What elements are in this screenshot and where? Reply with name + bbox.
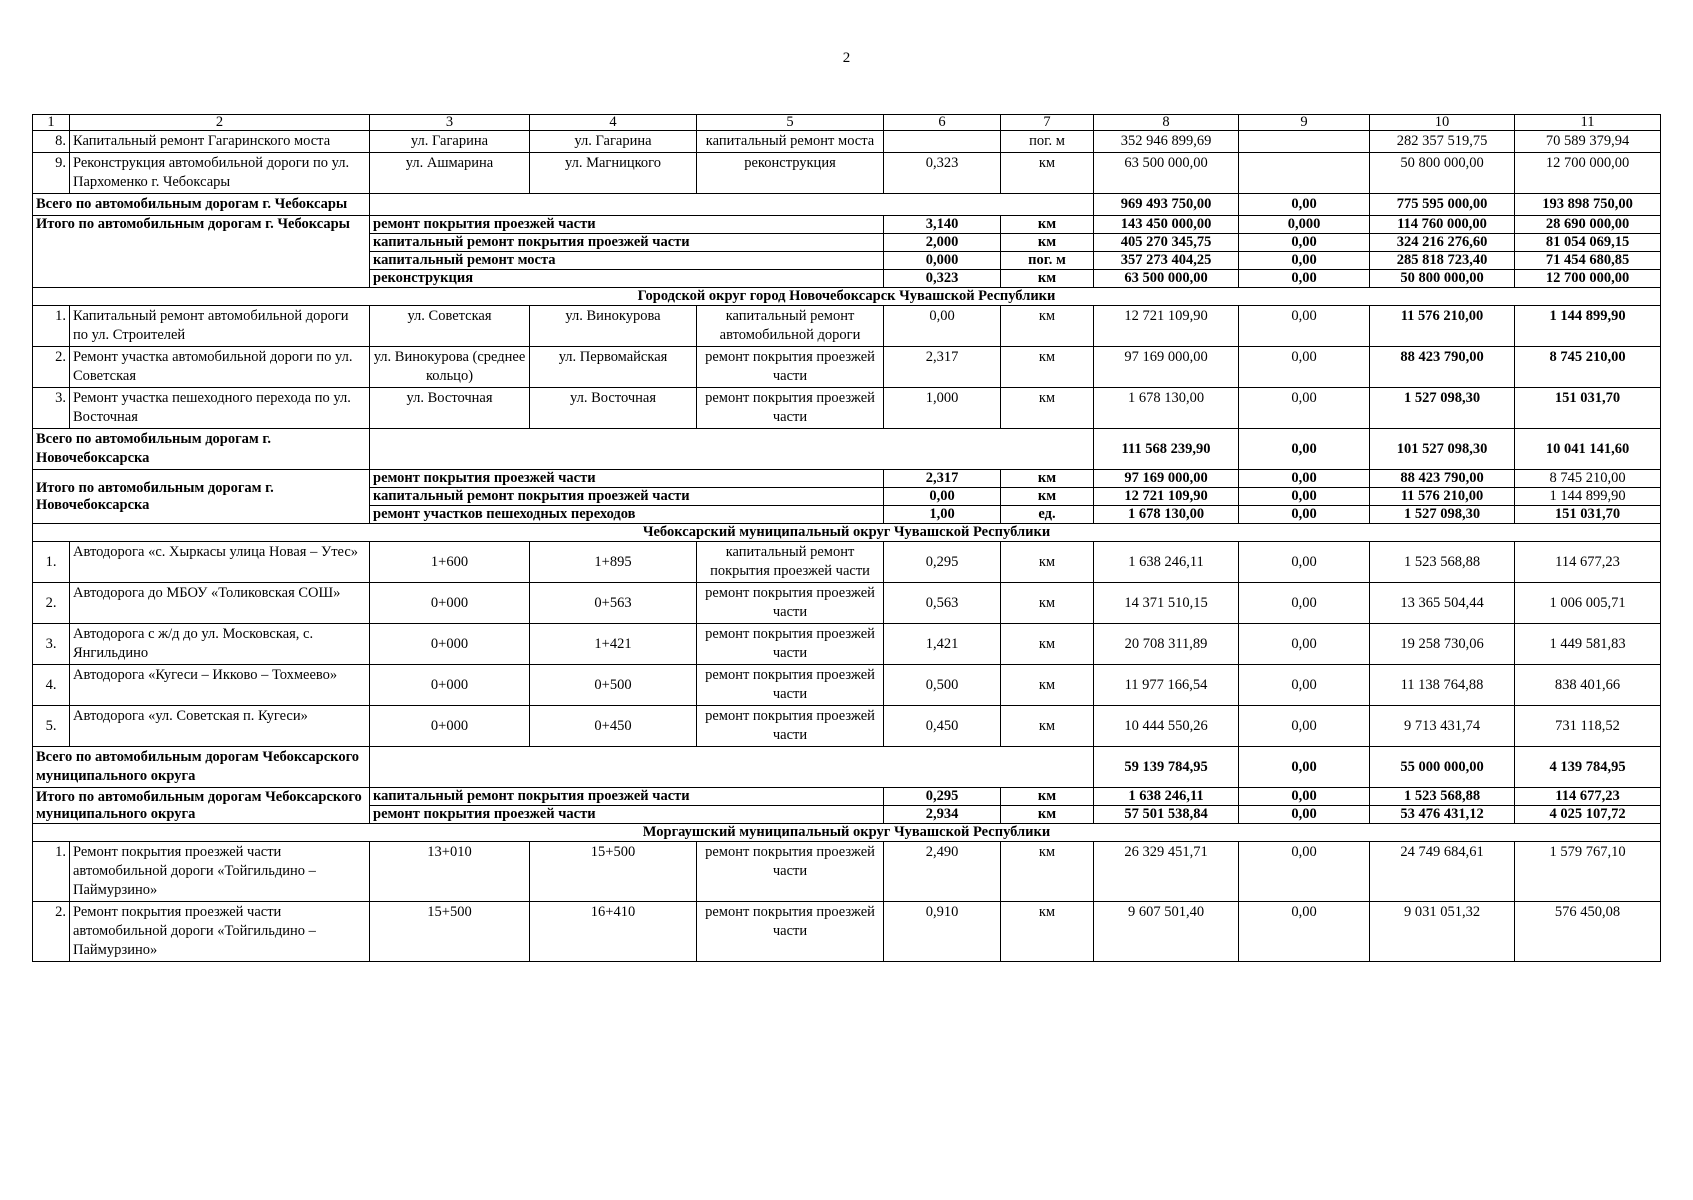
col-10: 88 423 790,00 — [1370, 470, 1515, 488]
unit: пог. м — [1001, 252, 1094, 270]
header-cell: 10 — [1370, 115, 1515, 131]
total-row — [33, 216, 1661, 234]
unit: км — [1001, 270, 1094, 288]
start-point: ул. Гагарина — [370, 131, 530, 153]
unit: км — [1001, 347, 1094, 388]
col-9: 0,00 — [1239, 488, 1370, 506]
unit: км — [1001, 470, 1094, 488]
col-11: 151 031,70 — [1515, 506, 1661, 524]
total-work-type: капитальный ремонт покрытия проезжей части — [370, 234, 884, 252]
total-cost: 1 678 130,00 — [1094, 388, 1239, 429]
total-cost: 57 501 538,84 — [1094, 806, 1239, 824]
total-work-type: капитальный ремонт покрытия проезжей части — [370, 488, 884, 506]
col-10: 282 357 519,75 — [1370, 131, 1515, 153]
header-cell: 8 — [1094, 115, 1239, 131]
row-number: 1. — [33, 306, 70, 347]
subtotal-row — [33, 429, 1661, 470]
col-9: 0,00 — [1239, 252, 1370, 270]
work-type: ремонт покрытия проезжей части — [697, 902, 884, 962]
length: 0,500 — [884, 665, 1001, 706]
col-10: 9 031 051,32 — [1370, 902, 1515, 962]
total-cost: 9 607 501,40 — [1094, 902, 1239, 962]
length: 0,000 — [884, 252, 1001, 270]
subtotal-blank — [370, 194, 1094, 216]
col-10: 1 527 098,30 — [1370, 388, 1515, 429]
unit: пог. м — [1001, 131, 1094, 153]
total-cost: 12 721 109,90 — [1094, 488, 1239, 506]
length: 0,295 — [884, 788, 1001, 806]
total-cost: 97 169 000,00 — [1094, 470, 1239, 488]
unit: км — [1001, 806, 1094, 824]
unit: км — [1001, 234, 1094, 252]
start-point: 1+600 — [370, 542, 530, 583]
total-cost: 12 721 109,90 — [1094, 306, 1239, 347]
work-type: ремонт покрытия проезжей части — [697, 665, 884, 706]
total-cost: 352 946 899,69 — [1094, 131, 1239, 153]
unit: км — [1001, 665, 1094, 706]
total-work-type: реконструкция — [370, 270, 884, 288]
end-point: 15+500 — [530, 842, 697, 902]
total-work-type: ремонт покрытия проезжей части — [370, 216, 884, 234]
object-name: Автодорога «с. Хыркасы улица Новая – Утес» — [70, 542, 370, 583]
object-name: Капитальный ремонт автомобильной дороги по ул. Строителей — [70, 306, 370, 347]
total-cost: 405 270 345,75 — [1094, 234, 1239, 252]
col-10: 55 000 000,00 — [1370, 747, 1515, 788]
col-10: 19 258 730,06 — [1370, 624, 1515, 665]
table-row — [33, 306, 1661, 347]
section-title: Городской округ город Новочебоксарск Чувашской Республики — [33, 288, 1661, 306]
col-10: 53 476 431,12 — [1370, 806, 1515, 824]
col-10: 1 527 098,30 — [1370, 506, 1515, 524]
section-title: Моргаушский муниципальный округ Чувашской Республики — [33, 824, 1661, 842]
total-cost: 1 638 246,11 — [1094, 542, 1239, 583]
work-type: ремонт покрытия проезжей части — [697, 706, 884, 747]
header-cell: 1 — [33, 115, 70, 131]
row-number: 3. — [33, 388, 70, 429]
col-10: 24 749 684,61 — [1370, 842, 1515, 902]
unit: ед. — [1001, 506, 1094, 524]
work-type: ремонт покрытия проезжей части — [697, 347, 884, 388]
length: 3,140 — [884, 216, 1001, 234]
col-9: 0,00 — [1239, 234, 1370, 252]
col-10: 114 760 000,00 — [1370, 216, 1515, 234]
total-cost: 969 493 750,00 — [1094, 194, 1239, 216]
length: 2,317 — [884, 470, 1001, 488]
col-10: 775 595 000,00 — [1370, 194, 1515, 216]
work-type: реконструкция — [697, 153, 884, 194]
col-11: 10 041 141,60 — [1515, 429, 1661, 470]
col-11: 12 700 000,00 — [1515, 270, 1661, 288]
table-row — [33, 902, 1661, 962]
header-cell: 6 — [884, 115, 1001, 131]
col-10: 11 138 764,88 — [1370, 665, 1515, 706]
col-11: 114 677,23 — [1515, 542, 1661, 583]
end-point: 0+500 — [530, 665, 697, 706]
col-9: 0,00 — [1239, 347, 1370, 388]
col-9: 0,00 — [1239, 542, 1370, 583]
length — [884, 131, 1001, 153]
table-row — [33, 842, 1661, 902]
row-number: 8. — [33, 131, 70, 153]
work-type: ремонт покрытия проезжей части — [697, 624, 884, 665]
col-11: 4 139 784,95 — [1515, 747, 1661, 788]
col-11: 1 144 899,90 — [1515, 306, 1661, 347]
unit: км — [1001, 306, 1094, 347]
length: 0,323 — [884, 153, 1001, 194]
object-name: Автодорога «Кугеси – Икково – Тохмеево» — [70, 665, 370, 706]
table-row — [33, 665, 1661, 706]
row-number: 5. — [33, 706, 70, 747]
col-9: 0,00 — [1239, 388, 1370, 429]
end-point: ул. Восточная — [530, 388, 697, 429]
col-10: 9 713 431,74 — [1370, 706, 1515, 747]
col-9: 0,00 — [1239, 506, 1370, 524]
object-name: Ремонт покрытия проезжей части автомобильной дороги «Тойгильдино – Паймурзино» — [70, 902, 370, 962]
col-10: 13 365 504,44 — [1370, 583, 1515, 624]
col-9: 0,00 — [1239, 470, 1370, 488]
total-cost: 63 500 000,00 — [1094, 270, 1239, 288]
total-cost: 357 273 404,25 — [1094, 252, 1239, 270]
subtotal-row — [33, 747, 1661, 788]
start-point: ул. Ашмарина — [370, 153, 530, 194]
length: 2,000 — [884, 234, 1001, 252]
length: 1,00 — [884, 506, 1001, 524]
road-works-table — [32, 114, 1661, 962]
col-10: 101 527 098,30 — [1370, 429, 1515, 470]
length: 0,450 — [884, 706, 1001, 747]
col-11: 8 745 210,00 — [1515, 347, 1661, 388]
total-cost: 1 678 130,00 — [1094, 506, 1239, 524]
end-point: ул. Винокурова — [530, 306, 697, 347]
total-work-type: капитальный ремонт покрытия проезжей части — [370, 788, 884, 806]
total-cost: 111 568 239,90 — [1094, 429, 1239, 470]
total-cost: 1 638 246,11 — [1094, 788, 1239, 806]
start-point: ул. Восточная — [370, 388, 530, 429]
row-number: 2. — [33, 347, 70, 388]
col-9: 0,00 — [1239, 788, 1370, 806]
table-row — [33, 153, 1661, 194]
col-9: 0,00 — [1239, 194, 1370, 216]
work-type: капитальный ремонт моста — [697, 131, 884, 153]
unit: км — [1001, 153, 1094, 194]
table-row — [33, 347, 1661, 388]
col-10: 1 523 568,88 — [1370, 788, 1515, 806]
start-point: 15+500 — [370, 902, 530, 962]
col-11: 838 401,66 — [1515, 665, 1661, 706]
total-work-type: ремонт участков пешеходных переходов — [370, 506, 884, 524]
header-cell: 4 — [530, 115, 697, 131]
length: 2,317 — [884, 347, 1001, 388]
unit: км — [1001, 388, 1094, 429]
col-10: 50 800 000,00 — [1370, 153, 1515, 194]
length: 0,323 — [884, 270, 1001, 288]
row-number: 9. — [33, 153, 70, 194]
col-9 — [1239, 153, 1370, 194]
section-heading-row — [33, 824, 1661, 842]
start-point: 0+000 — [370, 583, 530, 624]
total-label: Итого по автомобильным дорогам Чебоксарского муниципального округа — [33, 788, 370, 824]
total-label: Итого по автомобильным дорогам г. Чебоксары — [33, 216, 370, 288]
length: 2,934 — [884, 806, 1001, 824]
object-name: Ремонт участка автомобильной дороги по ул. Советская — [70, 347, 370, 388]
col-10: 88 423 790,00 — [1370, 347, 1515, 388]
end-point: ул. Магницкого — [530, 153, 697, 194]
col-11: 1 006 005,71 — [1515, 583, 1661, 624]
col-10: 11 576 210,00 — [1370, 306, 1515, 347]
total-cost: 20 708 311,89 — [1094, 624, 1239, 665]
total-cost: 59 139 784,95 — [1094, 747, 1239, 788]
subtotal-row — [33, 194, 1661, 216]
col-9: 0,00 — [1239, 902, 1370, 962]
total-cost: 10 444 550,26 — [1094, 706, 1239, 747]
col-11: 576 450,08 — [1515, 902, 1661, 962]
table-row — [33, 388, 1661, 429]
row-number: 2. — [33, 583, 70, 624]
unit: км — [1001, 842, 1094, 902]
total-work-type: ремонт покрытия проезжей части — [370, 470, 884, 488]
unit: км — [1001, 542, 1094, 583]
col-9: 0,00 — [1239, 270, 1370, 288]
object-name: Реконструкция автомобильной дороги по ул. Пархоменко г. Чебоксары — [70, 153, 370, 194]
col-11: 1 579 767,10 — [1515, 842, 1661, 902]
page-number: 2 — [842, 50, 851, 66]
total-cost: 143 450 000,00 — [1094, 216, 1239, 234]
start-point: 0+000 — [370, 665, 530, 706]
col-10: 50 800 000,00 — [1370, 270, 1515, 288]
section-heading-row — [33, 288, 1661, 306]
col-11: 193 898 750,00 — [1515, 194, 1661, 216]
col-11: 70 589 379,94 — [1515, 131, 1661, 153]
unit: км — [1001, 788, 1094, 806]
end-point: 1+421 — [530, 624, 697, 665]
col-10: 11 576 210,00 — [1370, 488, 1515, 506]
length: 2,490 — [884, 842, 1001, 902]
length: 0,910 — [884, 902, 1001, 962]
header-cell: 2 — [70, 115, 370, 131]
total-work-type: ремонт покрытия проезжей части — [370, 806, 884, 824]
start-point: 13+010 — [370, 842, 530, 902]
col-11: 4 025 107,72 — [1515, 806, 1661, 824]
length: 0,00 — [884, 306, 1001, 347]
section-title: Чебоксарский муниципальный округ Чувашской Республики — [33, 524, 1661, 542]
object-name: Автодорога до МБОУ «Толиковская СОШ» — [70, 583, 370, 624]
unit: км — [1001, 902, 1094, 962]
total-label: Итого по автомобильным дорогам г. Новочебоксарска — [33, 470, 370, 524]
table-row — [33, 131, 1661, 153]
header-cell: 11 — [1515, 115, 1661, 131]
start-point: 0+000 — [370, 706, 530, 747]
col-11: 151 031,70 — [1515, 388, 1661, 429]
length: 1,000 — [884, 388, 1001, 429]
total-cost: 14 371 510,15 — [1094, 583, 1239, 624]
end-point: 1+895 — [530, 542, 697, 583]
work-type: ремонт покрытия проезжей части — [697, 842, 884, 902]
row-number: 3. — [33, 624, 70, 665]
table-row — [33, 624, 1661, 665]
start-point: 0+000 — [370, 624, 530, 665]
col-9: 0,00 — [1239, 665, 1370, 706]
length: 0,00 — [884, 488, 1001, 506]
col-9: 0,000 — [1239, 216, 1370, 234]
total-cost: 63 500 000,00 — [1094, 153, 1239, 194]
col-9: 0,00 — [1239, 583, 1370, 624]
end-point: 0+563 — [530, 583, 697, 624]
col-9: 0,00 — [1239, 706, 1370, 747]
end-point: 16+410 — [530, 902, 697, 962]
length: 0,295 — [884, 542, 1001, 583]
total-row — [33, 788, 1661, 806]
col-10: 1 523 568,88 — [1370, 542, 1515, 583]
object-name: Капитальный ремонт Гагаринского моста — [70, 131, 370, 153]
subtotal-blank — [370, 747, 1094, 788]
object-name: Автодорога «ул. Советская п. Кугеси» — [70, 706, 370, 747]
col-11: 1 144 899,90 — [1515, 488, 1661, 506]
subtotal-label: Всего по автомобильным дорогам г. Чебоксары — [33, 194, 370, 216]
unit: км — [1001, 583, 1094, 624]
col-11: 8 745 210,00 — [1515, 470, 1661, 488]
header-row — [33, 115, 1661, 131]
work-type: капитальный ремонт покрытия проезжей части — [697, 542, 884, 583]
col-11: 1 449 581,83 — [1515, 624, 1661, 665]
col-9: 0,00 — [1239, 429, 1370, 470]
col-9: 0,00 — [1239, 842, 1370, 902]
table-row — [33, 706, 1661, 747]
unit: км — [1001, 706, 1094, 747]
col-11: 731 118,52 — [1515, 706, 1661, 747]
object-name: Автодорога с ж/д до ул. Московская, с. Янгильдино — [70, 624, 370, 665]
total-cost: 26 329 451,71 — [1094, 842, 1239, 902]
work-type: ремонт покрытия проезжей части — [697, 388, 884, 429]
work-type: ремонт покрытия проезжей части — [697, 583, 884, 624]
header-cell: 7 — [1001, 115, 1094, 131]
total-cost: 97 169 000,00 — [1094, 347, 1239, 388]
subtotal-blank — [370, 429, 1094, 470]
end-point: ул. Первомайская — [530, 347, 697, 388]
table-row — [33, 583, 1661, 624]
col-11: 114 677,23 — [1515, 788, 1661, 806]
header-cell: 3 — [370, 115, 530, 131]
row-number: 2. — [33, 902, 70, 962]
col-11: 81 054 069,15 — [1515, 234, 1661, 252]
col-11: 12 700 000,00 — [1515, 153, 1661, 194]
col-9 — [1239, 131, 1370, 153]
col-10: 324 216 276,60 — [1370, 234, 1515, 252]
object-name: Ремонт участка пешеходного перехода по ул. Восточная — [70, 388, 370, 429]
unit: км — [1001, 488, 1094, 506]
table-row — [33, 542, 1661, 583]
header-cell: 9 — [1239, 115, 1370, 131]
start-point: ул. Советская — [370, 306, 530, 347]
unit: км — [1001, 216, 1094, 234]
total-cost: 11 977 166,54 — [1094, 665, 1239, 706]
start-point: ул. Винокурова (среднее кольцо) — [370, 347, 530, 388]
col-9: 0,00 — [1239, 306, 1370, 347]
row-number: 1. — [33, 842, 70, 902]
col-11: 28 690 000,00 — [1515, 216, 1661, 234]
row-number: 4. — [33, 665, 70, 706]
col-9: 0,00 — [1239, 806, 1370, 824]
header-cell: 5 — [697, 115, 884, 131]
unit: км — [1001, 624, 1094, 665]
section-heading-row — [33, 524, 1661, 542]
object-name: Ремонт покрытия проезжей части автомобильной дороги «Тойгильдино – Паймурзино» — [70, 842, 370, 902]
length: 0,563 — [884, 583, 1001, 624]
total-row — [33, 470, 1661, 488]
total-work-type: капитальный ремонт моста — [370, 252, 884, 270]
col-9: 0,00 — [1239, 747, 1370, 788]
work-type: капитальный ремонт автомобильной дороги — [697, 306, 884, 347]
subtotal-label: Всего по автомобильным дорогам г. Новочебоксарска — [33, 429, 370, 470]
subtotal-label: Всего по автомобильным дорогам Чебоксарского муниципального округа — [33, 747, 370, 788]
row-number: 1. — [33, 542, 70, 583]
col-10: 285 818 723,40 — [1370, 252, 1515, 270]
col-11: 71 454 680,85 — [1515, 252, 1661, 270]
length: 1,421 — [884, 624, 1001, 665]
end-point: 0+450 — [530, 706, 697, 747]
end-point: ул. Гагарина — [530, 131, 697, 153]
col-9: 0,00 — [1239, 624, 1370, 665]
